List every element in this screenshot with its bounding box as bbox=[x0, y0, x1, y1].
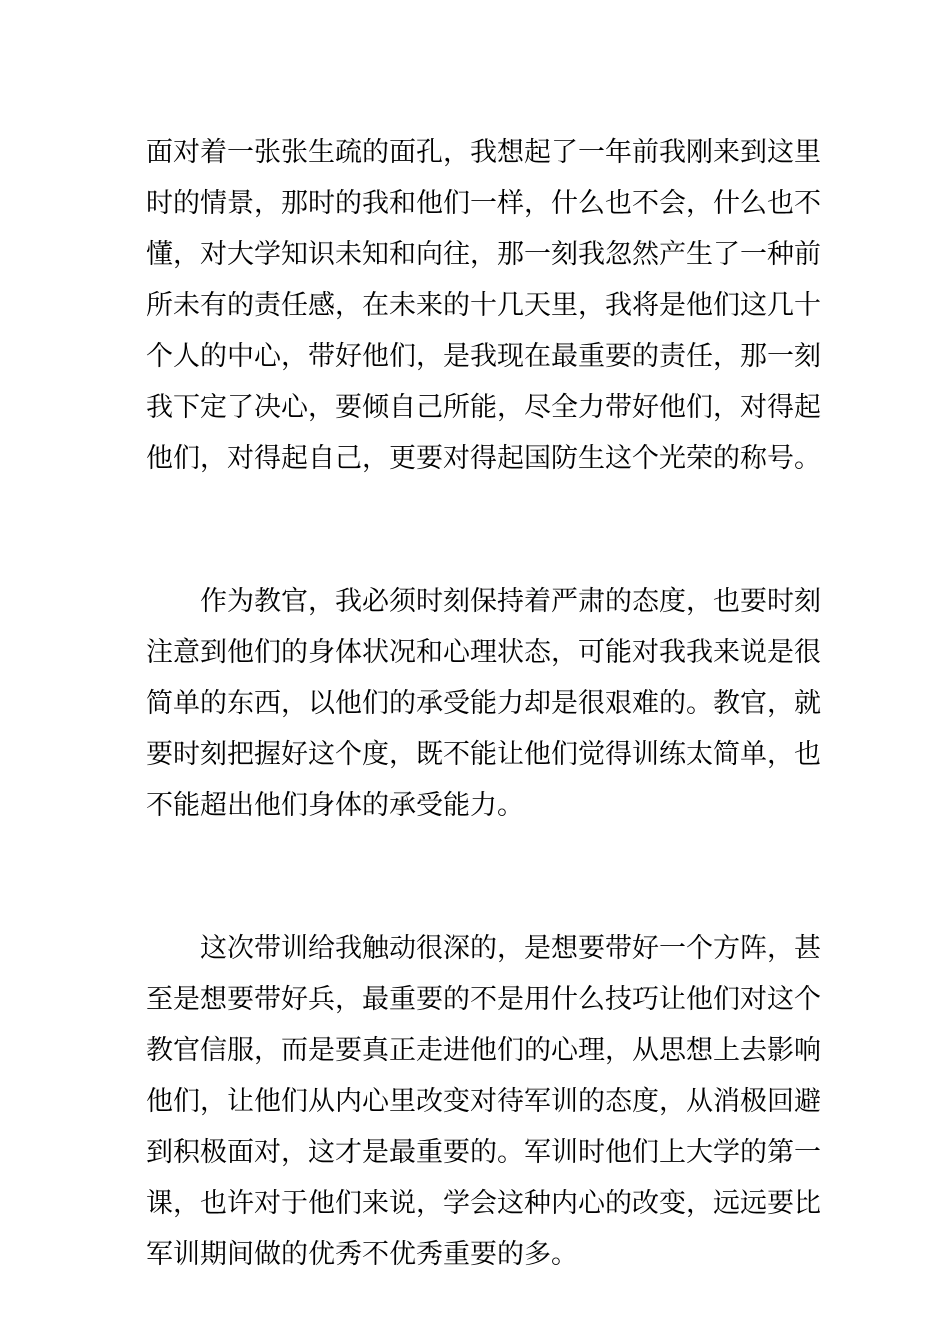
text-line: 至是想要带好兵，最重要的不是用什么技巧让他们对这个 bbox=[146, 984, 821, 1015]
document-body bbox=[146, 127, 826, 1280]
text-line: 要时刻把握好这个度，既不能让他们觉得训练太简单，也 bbox=[146, 739, 821, 770]
text-line: 注意到他们的身体状况和心理状态，可能对我我来说是很 bbox=[146, 637, 821, 668]
text-line: 不能超出他们身体的承受能力。 bbox=[146, 790, 524, 821]
text-line: 所未有的责任感，在未来的十几天里，我将是他们这几十 bbox=[146, 290, 821, 321]
text-line: 面对着一张张生疏的面孔，我想起了一年前我刚来到这里 bbox=[146, 137, 821, 168]
text-line: 个人的中心，带好他们，是我现在最重要的责任，那一刻 bbox=[146, 341, 821, 372]
paragraph-spacer bbox=[146, 831, 826, 923]
text-line: 他们，对得起自己，更要对得起国防生这个光荣的称号。 bbox=[146, 443, 821, 474]
text-line: 教官信服，而是要真正走进他们的心理，从思想上去影响 bbox=[146, 1035, 821, 1066]
text-line: 课，也许对于他们来说，学会这种内心的改变，远远要比 bbox=[146, 1188, 821, 1219]
text-line: 军训期间做的优秀不优秀重要的多。 bbox=[146, 1239, 578, 1270]
text-line: 懂，对大学知识未知和向往，那一刻我忽然产生了一种前 bbox=[146, 239, 821, 270]
paragraph-spacer bbox=[146, 484, 826, 576]
text-line: 我下定了决心，要倾自己所能，尽全力带好他们，对得起 bbox=[146, 392, 821, 423]
text-line: 作为教官，我必须时刻保持着严肃的态度，也要时刻 bbox=[200, 586, 821, 617]
paragraph-3 bbox=[146, 923, 826, 1280]
text-line: 简单的东西，以他们的承受能力却是很艰难的。教官，就 bbox=[146, 688, 821, 719]
paragraph-1 bbox=[146, 127, 826, 484]
text-line: 他们，让他们从内心里改变对待军训的态度，从消极回避 bbox=[146, 1086, 821, 1117]
text-line: 到积极面对，这才是最重要的。军训时他们上大学的第一 bbox=[146, 1137, 821, 1168]
text-line: 这次带训给我触动很深的，是想要带好一个方阵，甚 bbox=[200, 933, 821, 964]
text-line: 时的情景，那时的我和他们一样，什么也不会，什么也不 bbox=[146, 188, 821, 219]
paragraph-2 bbox=[146, 576, 826, 831]
